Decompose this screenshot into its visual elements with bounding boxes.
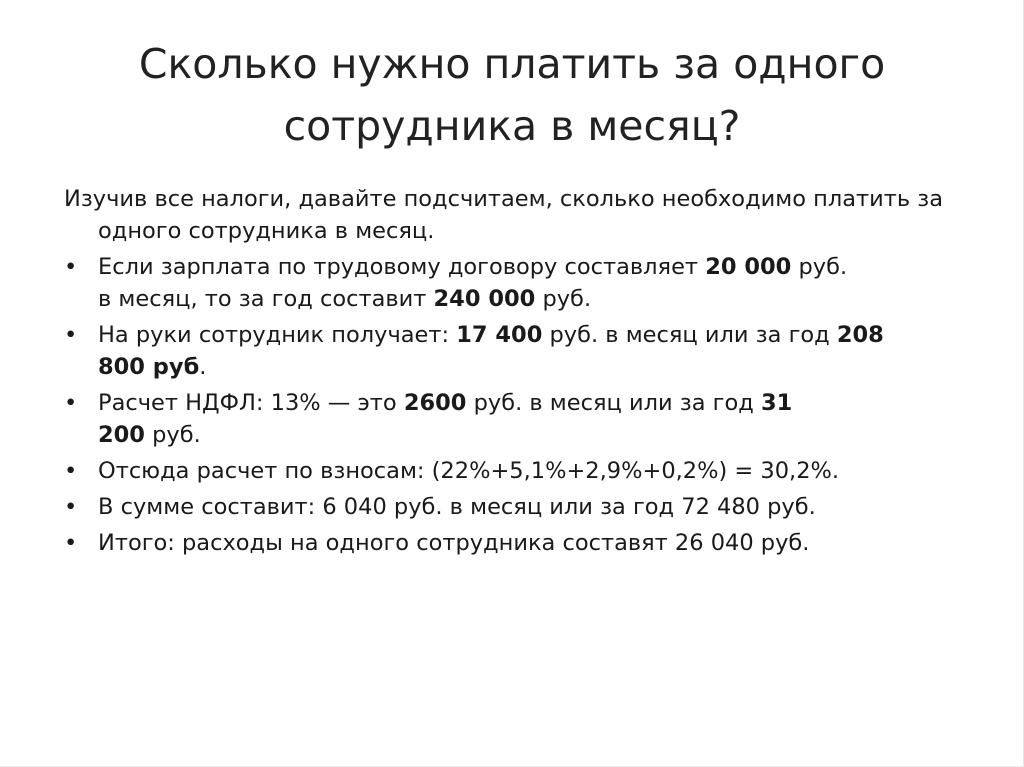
item-text: в месяц, то за год составит (98, 286, 434, 312)
bullet-list (64, 251, 964, 559)
item-bold-value: 17 400 (456, 322, 543, 348)
slide-title-line-1: Сколько нужно платить за одного (138, 40, 886, 88)
item-text: На руки сотрудник получает: (98, 322, 457, 348)
item-text: руб. (144, 422, 201, 448)
bullet-icon: • (64, 390, 78, 416)
list-item (64, 455, 964, 487)
bullet-icon: • (64, 530, 78, 556)
bullet-icon: • (64, 254, 78, 280)
slide-title-line-2: сотрудника в месяц? (283, 102, 741, 150)
item-bold-value: 2600 (403, 390, 467, 416)
bullet-icon: • (64, 458, 78, 484)
list-item (64, 491, 964, 523)
item-bold-value: 31 (760, 390, 793, 416)
item-text: Расчет НДФЛ: 13% — это (98, 390, 404, 416)
slide-title (0, 33, 1024, 157)
item-bold-value: 240 000 (433, 286, 536, 312)
list-item (64, 387, 964, 451)
item-text: . (199, 354, 207, 380)
item-text: руб. (535, 286, 592, 312)
list-item (64, 527, 964, 559)
slide-body (64, 183, 964, 563)
item-text: Если зарплата по трудовому договору составляет (98, 254, 706, 280)
item-text: В сумме составит: 6 040 руб. в месяц или за год 72 480 руб. (98, 494, 816, 520)
item-text: руб. в месяц или за год (466, 390, 761, 416)
bullet-icon: • (64, 494, 78, 520)
item-bold-value: 800 руб (98, 354, 200, 380)
item-text: Итого: расходы на одного сотрудника составят 26 040 руб. (98, 530, 810, 556)
item-text: руб. (791, 254, 848, 280)
list-item (64, 319, 964, 383)
item-bold-value: 20 000 (705, 254, 792, 280)
item-text: руб. в месяц или за год (542, 322, 837, 348)
item-text: Отсюда расчет по взносам: (22%+5,1%+2,9%+0,2%) = 30,2%. (98, 458, 840, 484)
list-item (64, 251, 964, 315)
bullet-icon: • (64, 322, 78, 348)
item-bold-value: 200 (98, 422, 145, 448)
intro-paragraph: Изучив все налоги, давайте подсчитаем, сколько необходимо платить за одного сотрудника в месяц. (64, 186, 944, 244)
item-bold-value: 208 (836, 322, 884, 348)
